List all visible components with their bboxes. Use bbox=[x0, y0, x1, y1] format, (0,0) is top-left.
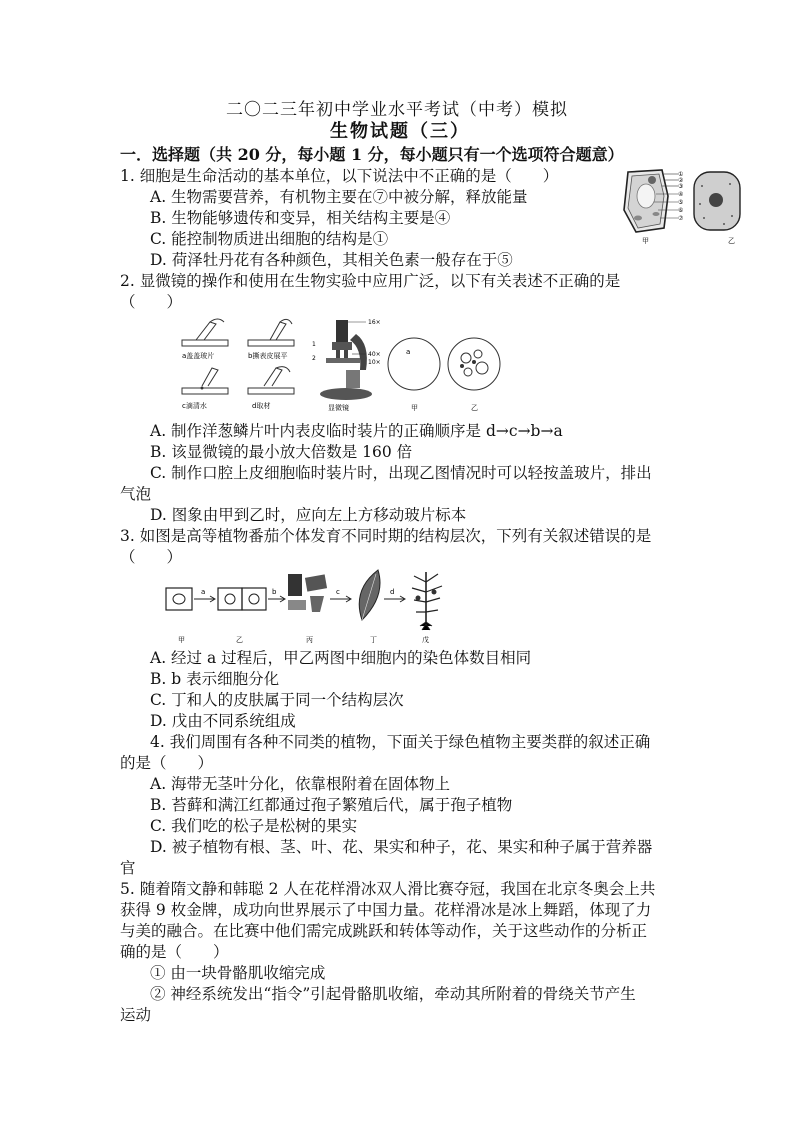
microscope-num-1: 1 bbox=[312, 341, 316, 348]
q4-option-b: B. 苔藓和满江红都通过孢子繁殖后代，属于孢子植物 bbox=[150, 796, 513, 814]
q4-stem-line1: 4. 我们周围有各种不同类的植物，下面关于绿色植物主要类群的叙述正确 bbox=[150, 733, 651, 751]
q5-line2: 获得 9 枚金牌，成功向世界展示了中国力量。花样滑冰是冰上舞蹈，体现了力 bbox=[120, 901, 652, 919]
q2-stem-paren: （ ） bbox=[120, 293, 183, 311]
q3-stem-paren: （ ） bbox=[120, 548, 183, 566]
q3-option-b: B. b 表示细胞分化 bbox=[150, 670, 280, 688]
cell-label-5: ⑤ bbox=[678, 199, 684, 206]
cell-label-6: ⑥ bbox=[678, 207, 684, 214]
q5-line4: 确的是（ ） bbox=[120, 943, 229, 961]
step-a-label: a盖盖玻片 bbox=[182, 352, 215, 360]
objective-label-2: 10× bbox=[368, 359, 381, 366]
q3-option-d: D. 戊由不同系统组成 bbox=[150, 712, 296, 730]
field-jia-label: 甲 bbox=[411, 404, 418, 412]
field-yi-label: 乙 bbox=[471, 404, 478, 412]
q2-option-c-line2: 气泡 bbox=[120, 485, 152, 503]
exam-subtitle: 生物试题（三） bbox=[330, 121, 470, 142]
q3-fig-bing: 丙 bbox=[306, 636, 313, 644]
q5-line3: 与美的融合。在比赛中他们需完成跳跃和转体等动作，关于这些动作的分析正 bbox=[120, 922, 648, 940]
q2-option-a: A. 制作洋葱鳞片叶内表皮临时装片的正确顺序是 d→c→b→a bbox=[150, 422, 563, 440]
q3-option-c: C. 丁和人的皮肤属于同一个结构层次 bbox=[150, 691, 404, 709]
cell-label-1: ① bbox=[678, 171, 684, 178]
step-d-label: d取材 bbox=[252, 402, 271, 410]
q3-figure bbox=[164, 566, 454, 646]
q1-option-c: C. 能控制物质进出细胞的结构是① bbox=[150, 230, 389, 248]
arrow-a-label: a bbox=[201, 588, 206, 596]
microscope-label: 显微镜 bbox=[328, 404, 349, 412]
cell-label-2: ② bbox=[678, 177, 684, 184]
q3-stem: 3. 如图是高等植物番茄个体发育不同时期的结构层次，下列有关叙述错误的是 bbox=[120, 527, 652, 545]
exam-title: 二〇二三年初中学业水平考试（中考）模拟 bbox=[226, 100, 568, 120]
q4-option-a: A. 海带无茎叶分化，依靠根附着在固体物上 bbox=[150, 775, 451, 793]
q2-option-d: D. 图象由甲到乙时，应向左上方移动玻片标本 bbox=[150, 506, 467, 524]
section-heading: 一．选择题（共 20 分，每小题 1 分，每小题只有一个选项符合题意） bbox=[120, 145, 624, 164]
q5-option-1: ① 由一块骨骼肌收缩完成 bbox=[150, 964, 326, 982]
microscope-num-2: 2 bbox=[312, 355, 316, 362]
step-a-sketch bbox=[182, 319, 228, 346]
q1-cell-figure bbox=[616, 166, 746, 246]
q3-fig-wu: 戊 bbox=[422, 636, 429, 644]
q1-fig-label-jia: 甲 bbox=[642, 237, 649, 245]
q4-option-d-line2: 官 bbox=[120, 859, 136, 877]
q4-stem-line2: 的是（ ） bbox=[120, 754, 214, 772]
microscope-sketch bbox=[320, 320, 372, 400]
q5-option-2-line1: ② 神经系统发出“指令”引起骨骼肌收缩，牵动其所附着的骨绕关节产生 bbox=[150, 985, 636, 1003]
step-b-label: b撕表皮展平 bbox=[248, 352, 288, 360]
q5-option-2-line2: 运动 bbox=[120, 1006, 152, 1024]
q2-figure bbox=[176, 314, 506, 414]
cell-label-3: ③ bbox=[678, 183, 684, 190]
q3-fig-yi: 乙 bbox=[236, 636, 243, 644]
step-c-sketch bbox=[182, 368, 228, 394]
q1-stem: 1. 细胞是生命活动的基本单位，以下说法中不正确的是（ ） bbox=[120, 167, 559, 185]
q1-option-b: B. 生物能够遗传和变异，相关结构主要是④ bbox=[150, 209, 451, 227]
cell-label-4: ④ bbox=[678, 191, 684, 198]
step-c-label: c滴清水 bbox=[182, 402, 207, 410]
arrow-c-label: c bbox=[336, 588, 340, 596]
q2-option-b: B. 该显微镜的最小放大倍数是 160 倍 bbox=[150, 443, 413, 461]
step-b-sketch bbox=[248, 319, 294, 346]
q4-option-c: C. 我们吃的松子是松树的果实 bbox=[150, 817, 358, 835]
q4-option-d-line1: D. 被子植物有根、茎、叶、花、果实和种子，花、果实和种子属于营养器 bbox=[150, 838, 653, 856]
objective-label-1: 40× bbox=[368, 351, 381, 358]
step-d-sketch bbox=[248, 367, 294, 394]
q2-stem: 2. 显微镜的操作和使用在生物实验中应用广泛，以下有关表述不正确的是 bbox=[120, 272, 621, 290]
q3-fig-jia: 甲 bbox=[178, 636, 185, 644]
q1-option-d: D. 荷泽牡丹花有各种颜色，其相关色素一般存在于⑤ bbox=[150, 251, 513, 269]
arrow-b-label: b bbox=[272, 588, 277, 596]
q1-fig-label-yi: 乙 bbox=[728, 237, 735, 245]
q5-line1: 5. 随着隋文静和韩聪 2 人在花样滑冰双人滑比赛夺冠，我国在北京冬奥会上共 bbox=[120, 880, 656, 898]
q2-option-c-line1: C. 制作口腔上皮细胞临时装片时，出现乙图情况时可以轻按盖玻片，排出 bbox=[150, 464, 652, 482]
arrow-d-label: d bbox=[390, 588, 395, 596]
q3-option-a: A. 经过 a 过程后，甲乙两图中细胞内的染色体数目相同 bbox=[150, 649, 532, 667]
field-a-label: a bbox=[406, 348, 411, 356]
q3-fig-ding: 丁 bbox=[370, 636, 377, 644]
cell-label-7: ⑦ bbox=[678, 215, 684, 222]
q1-option-a: A. 生物需要营养，有机物主要在⑦中被分解，释放能量 bbox=[150, 188, 528, 206]
eyepiece-label: 16× bbox=[368, 319, 381, 326]
